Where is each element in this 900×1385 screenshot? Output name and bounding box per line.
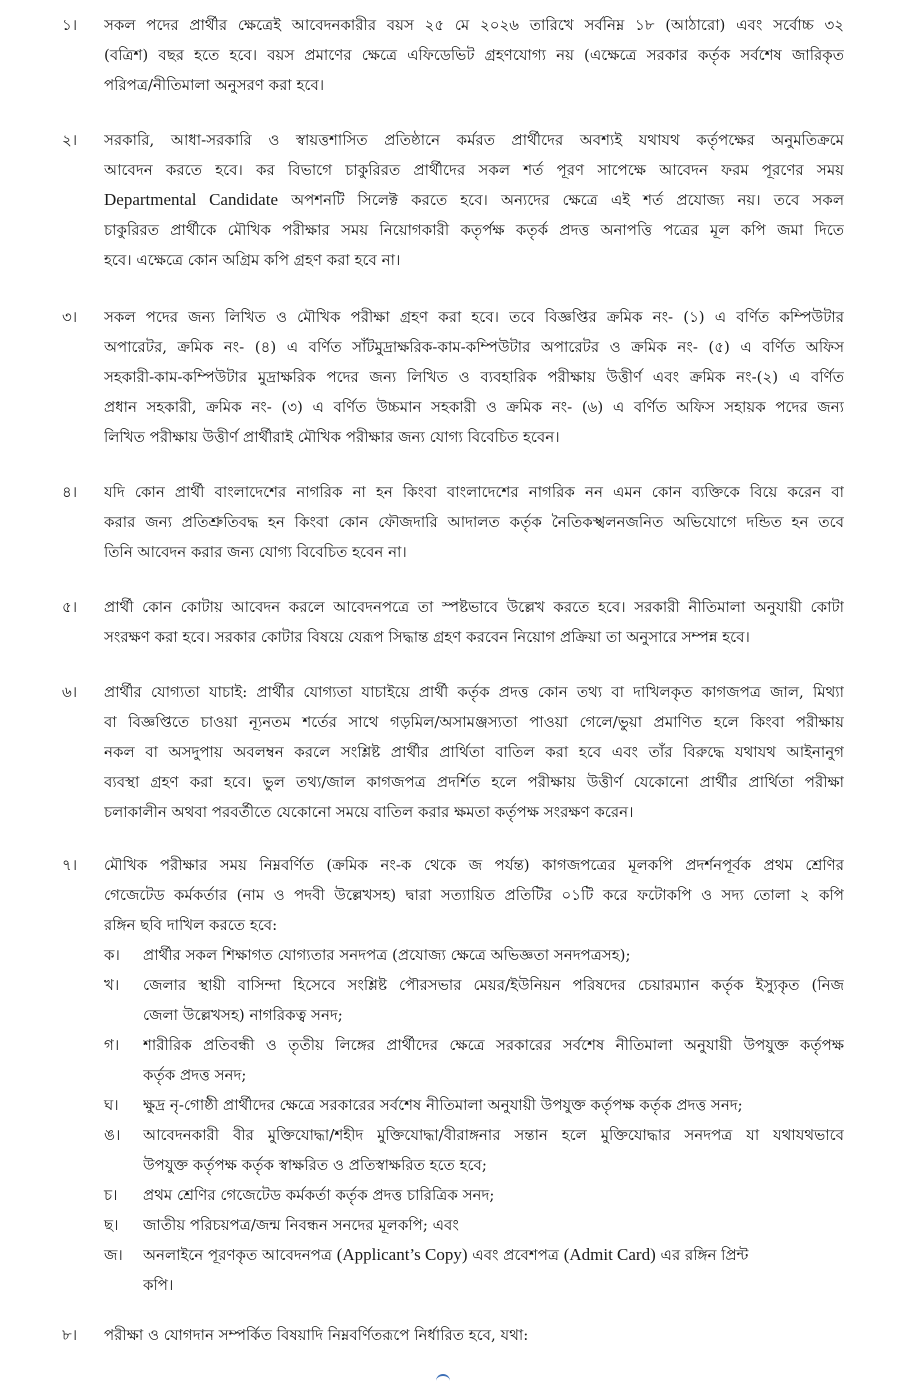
sub-item-line: কর্তৃক প্রদত্ত সনদ; [143, 1066, 247, 1084]
sub-item-line: শারীরিক প্রতিবন্ধী ও তৃতীয় লিঙ্গের প্রার্থীদের ক্ষেত্রে সরকারের সর্বশেষ নীতিমালা অনুযায়ী উপযুক্ত কর্তৃপক্ষ [143, 1036, 844, 1054]
clause-number: ৬। [62, 683, 78, 701]
page-mark [436, 1374, 450, 1384]
clause-line: রঙ্গিন ছবি দাখিল করতে হবে: [104, 916, 278, 934]
clause-line: হবে। এক্ষেত্রে কোন অগ্রিম কপি গ্রহণ করা হবে না। [104, 251, 401, 269]
sub-item-mark: জ। [104, 1246, 123, 1264]
clause-line: করার জন্য প্রতিশ্রুতিবদ্ধ হন কিংবা কোন ফৌজদারি আদালত কর্তৃক নৈতিকস্খলনজনিত অভিযোগে দন্ডিত হন তবে [104, 513, 844, 531]
clause-number: ১। [62, 16, 78, 34]
clause-line [104, 185, 844, 215]
clause-line: সকল পদের প্রার্থীর ক্ষেত্রেই আবেদনকারীর বয়স ২৫ মে ২০২৬ তারিখে সর্বনিম্ন ১৮ (আঠারো) এবং সর্বোচ্চ ৩২ [104, 16, 844, 34]
clause-line: প্রার্থী কোন কোটায় আবেদন করলে আবেদনপত্রে তা স্পষ্টভাবে উল্লেখ করতে হবে। সরকারী নীতিমালা অনুযায়ী কোটা [104, 598, 844, 616]
sub-item-mark: ঙ। [104, 1126, 121, 1144]
sub-item-line: উপযুক্ত কর্তৃপক্ষ কর্তৃক স্বাক্ষরিত ও প্রতিস্বাক্ষরিত হতে হবে; [143, 1156, 487, 1174]
sub-item-line: জাতীয় পরিচয়পত্র/জন্ম নিবন্ধন সনদের মূলকপি; এবং [143, 1216, 459, 1234]
clause-line: চলাকালীন অথবা পরবর্তীতে যেকোনো সময়ে বাতিল করার ক্ষমতা কর্তৃপক্ষ সংরক্ষণ করেন। [104, 803, 634, 821]
sub-item-mark: খ। [104, 976, 120, 994]
clause-line: পরিপত্র/নীতিমালা অনুসরণ করা হবে। [104, 76, 325, 94]
clause-line: সরকারি, আধা-সরকারি ও স্বায়ত্তশাসিত প্রতিষ্ঠানে কর্মরত প্রার্থীদের অবশ্যই যথাযথ কর্তৃপক্ষের অনুমতিক্রমে [104, 131, 844, 149]
clause-line: প্রধান সহকারী, ক্রমিক নং- (৩) এ বর্ণিত উচ্চমান সহকারী ও ক্রমিক নং- (৬) এ বর্ণিত অফিস সহায়ক পদের জন্য [104, 398, 844, 416]
sub-item-mark: ক। [104, 946, 120, 964]
clause-line: সকল পদের জন্য লিখিত ও মৌখিক পরীক্ষা গ্রহণ করা হবে। তবে বিজ্ঞপ্তির ক্রমিক নং- (১) এ বর্ণিত কম্পিউটার [104, 308, 844, 326]
sub-item-mark: চ। [104, 1186, 118, 1204]
clause-line: লিখিত পরীক্ষায় উত্তীর্ণ প্রার্থীরাই মৌখিক পরীক্ষার জন্য যোগ্য বিবেচিত হবেন। [104, 428, 560, 446]
sub-item-line: কপি। [143, 1276, 174, 1294]
sub-item-line: অনলাইনে পূরণকৃত আবেদনপত্র (Applicant’s Copy) এবং প্রবেশপত্র (Admit Card) এর রঙ্গিন প্রিন্ট [143, 1245, 749, 1264]
clause-line: ব্যবস্থা গ্রহণ করা হবে। ভুল তথ্য/জাল কাগজপত্র প্রদর্শিত হলে পরীক্ষায় উত্তীর্ণ যেকোনো প্রার্থীর প্রার্থিতা পরীক্ষা [104, 773, 844, 791]
clause-line: তিনি আবেদন করার জন্য যোগ্য বিবেচিত হবেন না। [104, 543, 407, 561]
clause-line: চাকুরিরত প্রার্থীকে মৌখিক পরীক্ষার সময় নিয়োগকারী কতৃর্পক্ষ কতৃর্ক প্রদত্ত অনাপত্তি পত্রের মূল কপি জমা দিতে [104, 221, 844, 239]
clause-number: ৭। [62, 856, 78, 874]
english-term: (Admit Card) [563, 1245, 656, 1264]
clause-line: যদি কোন প্রার্থী বাংলাদেশের নাগরিক না হন কিংবা বাংলাদেশের নাগরিক নন এমন কোন ব্যক্তিকে বিয়ে করেন বা [104, 483, 844, 501]
sub-item-line: প্রথম শ্রেণির গেজেটেড কর্মকর্তা কর্তৃক প্রদত্ত চারিত্রিক সনদ; [143, 1186, 495, 1204]
clause-number: ২। [62, 131, 78, 149]
clause-number: ৮। [62, 1326, 78, 1344]
clause-line: প্রার্থীর যোগ্যতা যাচাই: প্রার্থীর যোগ্যতা যাচাইয়ে প্রার্থী কর্তৃক প্রদত্ত কোন তথ্য বা দাখিলকৃত কাগজপত্র জাল, মিথ্যা [104, 683, 844, 701]
clause-line: পরীক্ষা ও যোগদান সম্পর্কিত বিষয়াদি নিম্নবর্ণিতরূপে নির্ধারিত হবে, যথা: [104, 1326, 529, 1344]
clause-line: মৌখিক পরীক্ষার সময় নিম্নবর্ণিত (ক্রমিক নং-ক থেকে জ পর্যন্ত) কাগজপত্রের মূলকপি প্রদর্শনপূর্বক প্রথম শ্রেণির [104, 856, 844, 874]
clause-line: অপারেটর, ক্রমিক নং- (৪) এ বর্ণিত সাঁটমুদ্রাক্ষরিক-কাম-কম্পিউটার অপারেটর ও ক্রমিক নং- (৫) এ বর্ণিত অফিস [104, 338, 844, 356]
clause-line: আবেদন করতে হবে। কর বিভাগে চাকুরিরত প্রার্থীদের সকল শর্ত পূরণ সাপেক্ষে আবেদন ফরম পূরণের সময় [104, 161, 844, 179]
sub-item-line: জেলার স্থায়ী বাসিন্দা হিসেবে সংশ্লিষ্ট পৌরসভার মেয়র/ইউনিয়ন পরিষদের চেয়ারম্যান কর্তৃক ইস্যুকৃত (নিজ [143, 976, 844, 994]
sub-item-line: জেলা উল্লেখসহ) নাগরিকত্ব সনদ; [143, 1006, 343, 1024]
clause-line: সহকারী-কাম-কম্পিউটার মুদ্রাক্ষরিক পদের জন্য লিখিত ও ব্যবহারিক পরীক্ষায় উত্তীর্ণ এবং ক্রমিক নং-(২) এ বর্ণিত [104, 368, 844, 386]
sub-item-mark: গ। [104, 1036, 120, 1054]
english-term: Departmental Candidate [104, 190, 278, 209]
clause-number: ৩। [62, 308, 78, 326]
clause-number: ৪। [62, 483, 78, 501]
sub-item-line: আবেদনকারী বীর মুক্তিযোদ্ধা/শহীদ মুক্তিযোদ্ধা/বীরাঙ্গনার সন্তান হলে মুক্তিযোদ্ধার সনদপত্র যা যথাযথভাবে [143, 1126, 844, 1144]
sub-item-mark: ছ। [104, 1216, 119, 1234]
clause-number: ৫। [62, 598, 78, 616]
sub-item-mark: ঘ। [104, 1096, 119, 1114]
clause-line: সংরক্ষণ করা হবে। সরকার কোটার বিষয়ে যেরূপ সিদ্ধান্ত গ্রহণ করবেন নিয়োগ প্রক্রিয়া তা অনুসারে সম্পন্ন হবে। [104, 628, 750, 646]
clause-line: গেজেটেড কর্মকর্তার (নাম ও পদবী উল্লেখসহ) দ্বারা সত্যায়িত প্রতিটির ০১টি করে ফটোকপি ও সদ্য তোলা ২ কপি [104, 886, 844, 904]
clause-line: নকল বা অসদুপায় অবলম্বন করলে সংশ্লিষ্ট প্রার্থীর প্রার্থিতা বাতিল করা হবে এবং তাঁর বিরুদ্ধে যথাযথ আইনানুগ [104, 743, 844, 761]
clause-line: বা বিজ্ঞপ্তিতে চাওয়া ন্যূনতম শর্তের সাথে গড়মিল/অসামঞ্জস্যতা পাওয়া গেলে/ভুয়া প্রমাণিত হলে কিংবা পরীক্ষায় [104, 713, 844, 731]
sub-item-line: প্রার্থীর সকল শিক্ষাগত যোগ্যতার সনদপত্র (প্রযোজ্য ক্ষেত্রে অভিজ্ঞতা সনদপত্রসহ); [143, 946, 631, 964]
clause-line-rest: অপশনটি সিলেক্ট করতে হবে। অন্যদের ক্ষেত্রে এই শর্ত প্রযোজ্য নয়। তবে সকল [291, 191, 844, 209]
clause-line: (বত্রিশ) বছর হতে হবে। বয়স প্রমাণের ক্ষেত্রে এফিডেভিট গ্রহণযোগ্য নয় (এক্ষেত্রে সরকার কর্তৃক সর্বশেষ জারিকৃত [104, 46, 844, 64]
sub-item-line: ক্ষুদ্র নৃ-গোষ্ঠী প্রার্থীদের ক্ষেত্রে সরকারের সর্বশেষ নীতিমালা অনুযায়ী উপযুক্ত কর্তৃপক্ষ কর্তৃক প্রদত্ত সনদ; [143, 1096, 743, 1114]
english-term: (Applicant’s Copy) [336, 1245, 468, 1264]
